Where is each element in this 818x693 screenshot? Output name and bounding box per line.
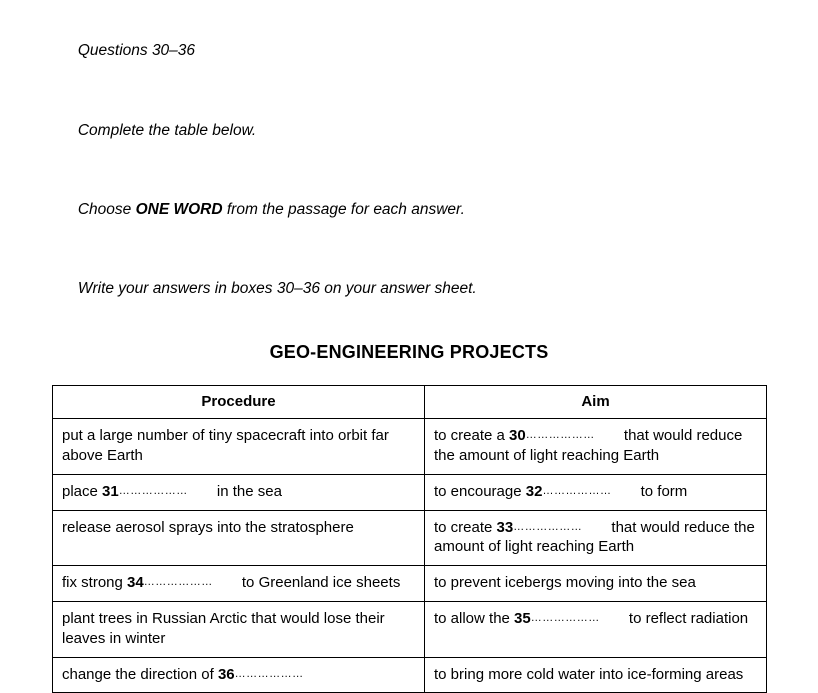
question-number: 35 xyxy=(514,610,531,627)
cell-text: to prevent icebergs moving into the sea xyxy=(434,573,757,593)
question-number: 30 xyxy=(509,427,526,444)
question-number: 33 xyxy=(497,519,514,536)
instruction-emphasis: ONE WORD xyxy=(136,201,223,218)
cell-text: plant trees in Russian Arctic that would lose their leaves in winter xyxy=(62,609,415,649)
answer-blank[interactable]: ……………… xyxy=(235,667,329,682)
cell-text-post: in the sea xyxy=(213,483,282,500)
column-header-aim: Aim xyxy=(425,385,767,419)
cell-text: to bring more cold water into ice-forming areas xyxy=(434,665,757,685)
cell-procedure xyxy=(53,566,425,602)
cell-text-post: that would reduce the amount of light reaching Earth xyxy=(434,427,742,464)
instruction-text-pre: Choose xyxy=(78,201,136,218)
cell-text-pre: to create a xyxy=(434,427,509,444)
cell-aim xyxy=(425,419,767,475)
question-number: 34 xyxy=(127,574,144,591)
table-row xyxy=(53,602,767,658)
answer-blank[interactable]: ……………… xyxy=(542,484,636,499)
instruction-text: Write your answers in boxes 30–36 on your answer sheet. xyxy=(78,280,477,297)
instruction-text-post: from the passage for each answer. xyxy=(223,201,465,218)
table-header-row xyxy=(53,385,767,419)
cell-text-pre: to encourage xyxy=(434,483,526,500)
cell-text-pre: place xyxy=(62,483,102,500)
answer-blank[interactable]: ……………… xyxy=(526,428,620,443)
instruction-text: Questions 30–36 xyxy=(78,42,195,59)
questions-table xyxy=(52,385,767,693)
cell-text-post: that would reduce the amount of light reaching Earth xyxy=(434,519,755,556)
cell-text-pre: to create xyxy=(434,519,497,536)
table-row xyxy=(53,657,767,693)
instruction-questions-range xyxy=(52,22,766,80)
question-number: 36 xyxy=(218,666,235,683)
cell-text-pre: to allow the xyxy=(434,610,514,627)
cell-procedure xyxy=(53,602,425,658)
cell-procedure xyxy=(53,657,425,693)
instruction-choose-one-word xyxy=(52,180,766,238)
instruction-text: Complete the table below. xyxy=(78,122,256,139)
column-header-procedure: Procedure xyxy=(53,385,425,419)
cell-procedure xyxy=(53,474,425,510)
table-row xyxy=(53,510,767,566)
answer-blank[interactable]: ……………… xyxy=(119,484,213,499)
instruction-write-answers xyxy=(52,259,766,317)
answer-blank[interactable]: ……………… xyxy=(531,611,625,626)
cell-procedure xyxy=(53,419,425,475)
instruction-complete-table xyxy=(52,101,766,159)
cell-text: put a large number of tiny spacecraft into orbit far above Earth xyxy=(62,426,415,466)
instructions-block xyxy=(52,22,766,318)
table-row xyxy=(53,566,767,602)
cell-aim xyxy=(425,657,767,693)
cell-aim xyxy=(425,510,767,566)
cell-text-post: to form xyxy=(636,483,687,500)
cell-aim xyxy=(425,474,767,510)
cell-aim xyxy=(425,602,767,658)
question-number: 31 xyxy=(102,483,119,500)
cell-text-post: to Greenland ice sheets xyxy=(238,574,401,591)
cell-aim xyxy=(425,566,767,602)
cell-procedure xyxy=(53,510,425,566)
table-row xyxy=(53,474,767,510)
answer-blank[interactable]: ……………… xyxy=(144,575,238,590)
page-title: GEO-ENGINEERING PROJECTS xyxy=(52,342,766,363)
table-row xyxy=(53,419,767,475)
cell-text-pre: fix strong xyxy=(62,574,127,591)
cell-text-pre: change the direction of xyxy=(62,666,218,683)
question-number: 32 xyxy=(526,483,543,500)
cell-text-post: to reflect radiation xyxy=(625,610,748,627)
answer-blank[interactable]: ……………… xyxy=(513,520,607,535)
cell-text: release aerosol sprays into the stratosphere xyxy=(62,518,415,538)
